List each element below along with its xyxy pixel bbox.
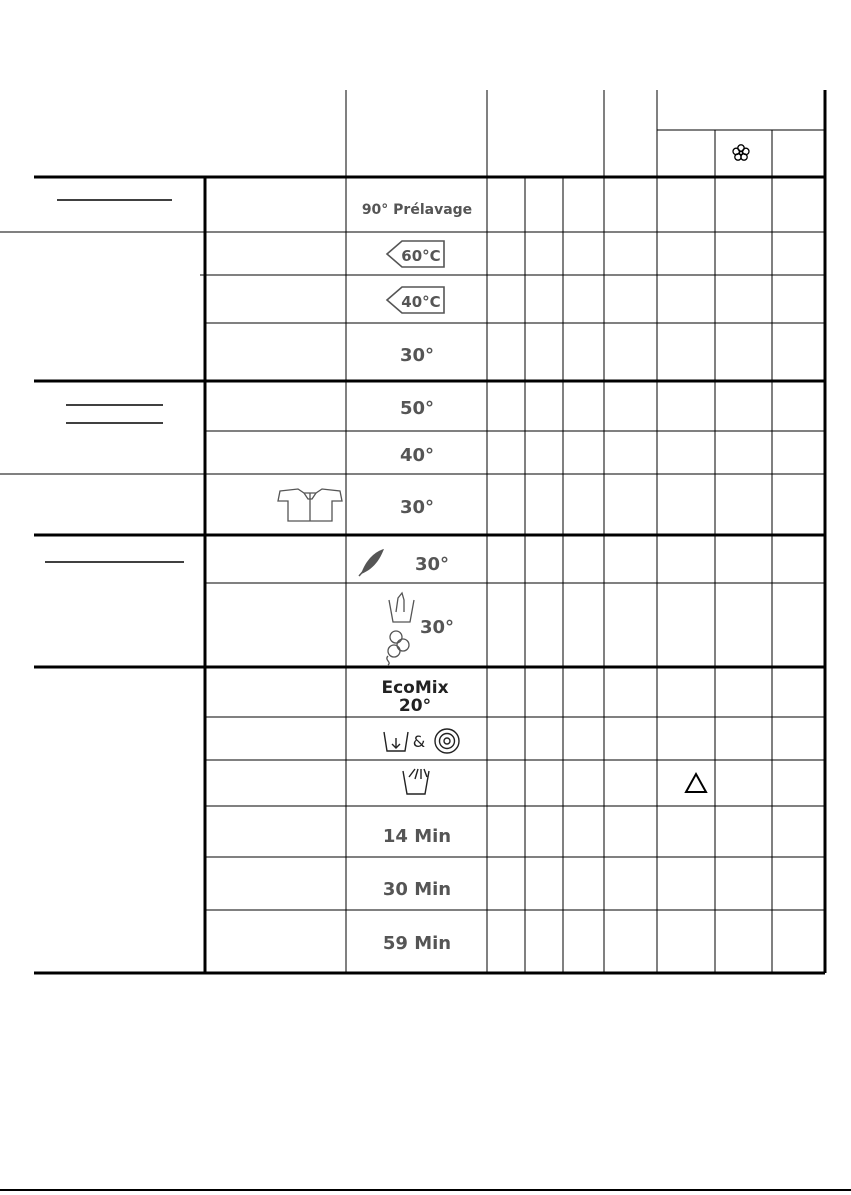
tag-icon bbox=[387, 241, 444, 267]
program-label-cotton-30: 30° bbox=[399, 345, 435, 366]
program-label-wool-30: 30° bbox=[419, 617, 455, 638]
program-label-drain-spin: & bbox=[412, 732, 426, 751]
program-label-ecomix-temp: 20° bbox=[398, 696, 432, 716]
warning-triangle-icon bbox=[686, 774, 706, 792]
flower-icon bbox=[733, 145, 749, 160]
feather-icon bbox=[359, 549, 384, 576]
shirt-icon bbox=[278, 489, 342, 521]
program-label-ecomix: EcoMix bbox=[381, 678, 449, 698]
rinse-icon bbox=[403, 769, 429, 794]
program-label-shirts-30: 30° bbox=[399, 497, 435, 518]
program-label-prelavage-90: 90° Prélavage bbox=[361, 202, 473, 218]
program-label-quick-59: 59 Min bbox=[382, 933, 452, 954]
program-label-quick-14: 14 Min bbox=[382, 826, 452, 847]
program-label-delicate-30: 30° bbox=[414, 554, 450, 575]
tag-icon bbox=[387, 287, 444, 313]
handwash-wool-icon bbox=[387, 593, 414, 665]
program-label-quick-30: 30 Min bbox=[382, 879, 452, 900]
program-label-tag-40: 40°C bbox=[401, 293, 441, 311]
program-label-synthetic-50: 50° bbox=[399, 398, 435, 419]
program-label-tag-60: 60°C bbox=[401, 247, 441, 265]
program-label-synthetic-40: 40° bbox=[399, 445, 435, 466]
